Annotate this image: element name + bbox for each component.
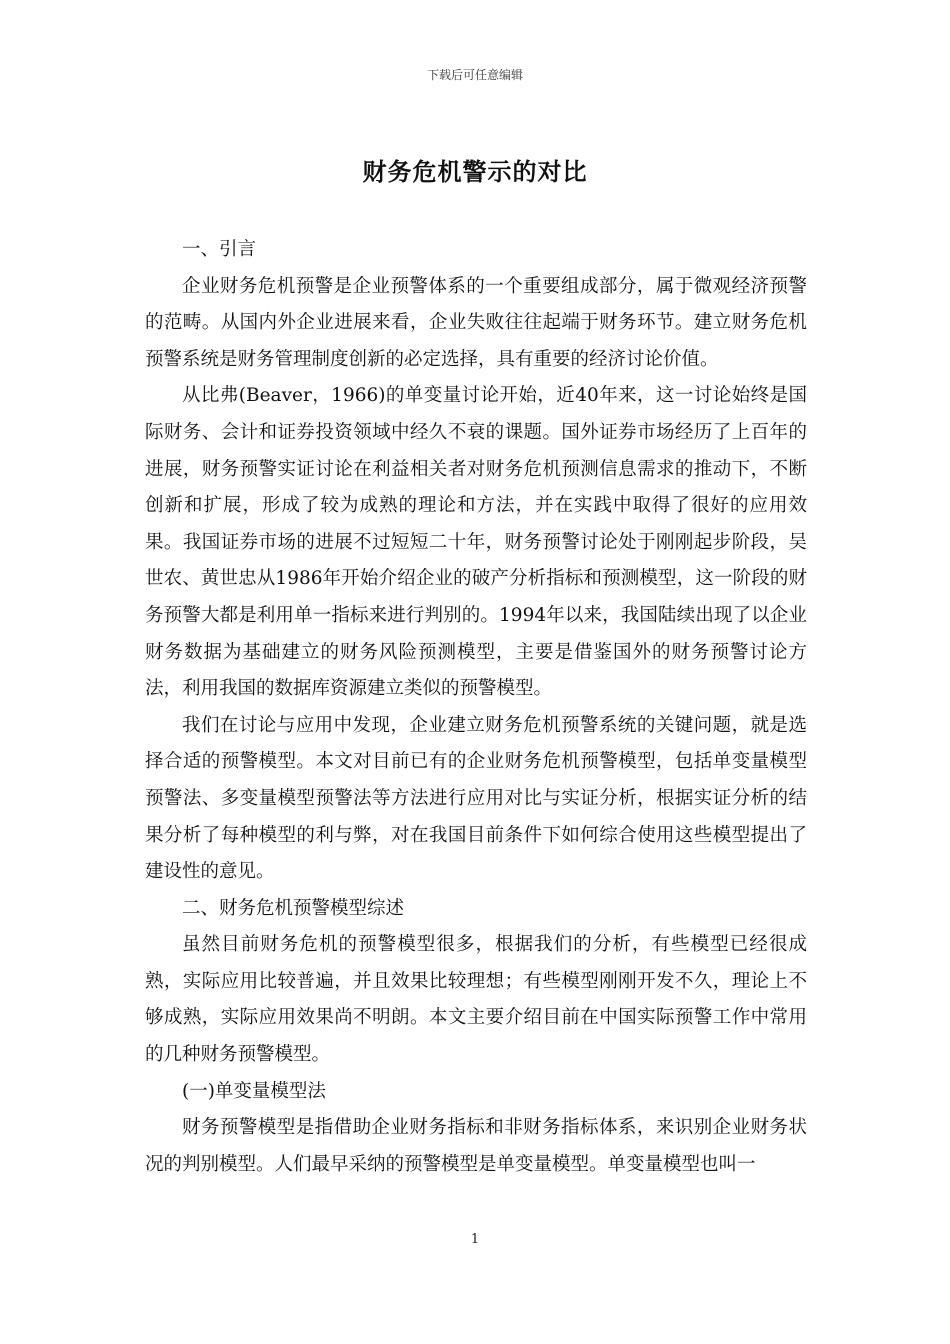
paragraph: 从比弗(Beaver，1966)的单变量讨论开始，近40年来，这一讨论始终是国际财务、会计和证券投资领域中经久不衰的课题。国外证券市场经历了上百年的进展，财务预警实证讨论在利益相关者对财务危机预测信息需求的推动下，不断创新和扩展，形成了较为成熟的理论和方法，并在实践中取得了很好的应用效果。我国证券市场的进展不过短短二十年，财务预警讨论处于刚刚起步阶段，吴世农、黄世忠从1986年开始介绍企业的破产分析指标和预测模型，这一阶段的财务预警大都是利用单一指标来进行判别的。1994年以来，我国陆续出现了以企业财务数据为基础建立的财务风险预测模型，主要是借鉴国外的财务预警讨论方法，利用我国的数据库资源建立类似的预警模型。 [145,385,807,700]
page-number: 1 [470,1232,480,1247]
page-header: 下载后可任意编辑 [426,68,523,82]
document-title: 财务危机警示的对比 [362,157,588,186]
paragraph: 企业财务危机预警是企业预警体系的一个重要组成部分，属于微观经济预警的范畴。从国内外企业进展来看，企业失败往往起端于财务环节。建立财务危机预警系统是财务管理制度创新的必定选择，具有重要的经济讨论价值。 [145,275,807,370]
subsection-heading: (一)单变量模型法 [182,1080,326,1102]
paragraph: 我们在讨论与应用中发现，企业建立财务危机预警系统的关键问题，就是选择合适的预警模型。本文对目前已有的企业财务危机预警模型，包括单变量模型预警法、多变量模型预警法等方法进行应用对比与实证分析，根据实证分析的结果分析了每种模型的利与弊，对在我国目前条件下如何综合使用这些模型提出了建设性的意见。 [145,714,807,883]
paragraph: 财务预警模型是指借助企业财务指标和非财务指标体系，来识别企业财务状况的判别模型。人们最早采纳的预警模型是单变量模型。单变量模型也叫一 [145,1117,807,1175]
document-body [145,232,807,1183]
section-heading-intro: 一、引言 [182,239,257,260]
paragraph: 虽然目前财务危机的预警模型很多，根据我们的分析，有些模型已经很成熟，实际应用比较普遍，并且效果比较理想；有些模型刚刚开发不久，理论上不够成熟，实际应用效果尚不明朗。本文主要介绍目前在中国实际预警工作中常用的几种财务预警模型。 [145,934,807,1066]
section-heading-overview: 二、财务危机预警模型综述 [182,897,405,919]
